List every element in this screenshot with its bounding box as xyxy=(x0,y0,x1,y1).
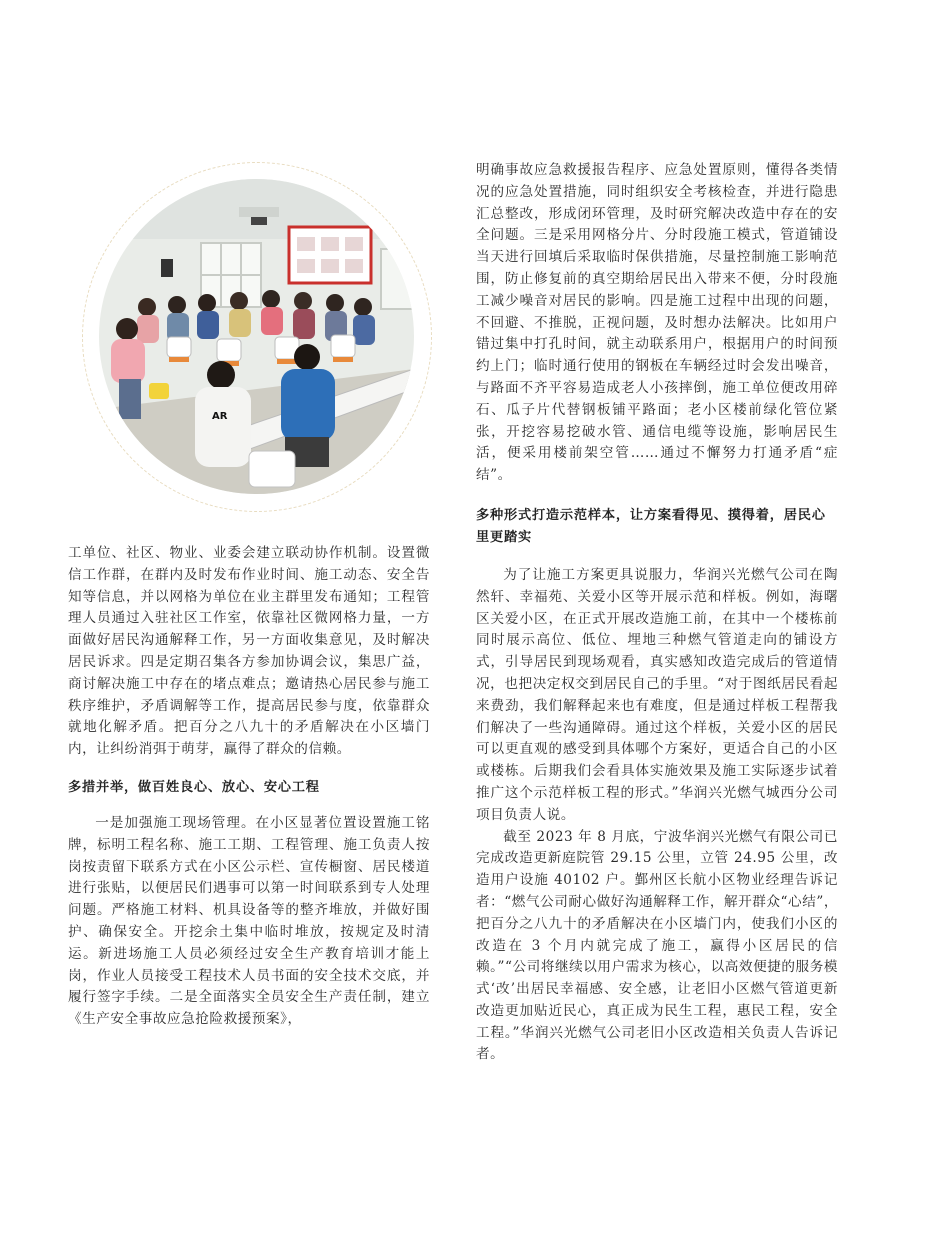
paragraph-continued: 明确事故应急救援报告程序、应急处置原则，懂得各类情况的应急处置措施，同时组织安全考核检查，并进行隐患汇总整改，形成闭环管理，及时研究解决改造中存在的安全问题。三是采用网格分片、分时段施工模式，管道铺设当天进行回填后采取临时保供措施，尽量控制施工影响范围，防止修复前的真空期给居民出入带来不便，分时段施工减少噪音对居民的影响。四是施工过程中出现的问题，不回避、不推脱，正视问题，及时想办法解决。比如用户错过集中打孔时间，就主动联系用户，根据用户的时间预约上门；临时通行使用的钢板在车辆经过时会发出噪音，与路面不齐平容易造成老人小孩摔倒，施工单位便改用碎石、瓜子片代替钢板铺平路面；老小区楼前绿化管位紧张，开挖容易挖破水管、通信电缆等设施，影响居民生活，便采用楼前架空管……通过不懈努力打通矛盾“症结”。 xyxy=(476,162,838,484)
svg-text:AR: AR xyxy=(212,411,228,422)
section-heading: 多措并举，做百姓良心、放心、安心工程 xyxy=(68,779,320,795)
photo-frame xyxy=(82,162,432,512)
paragraph: 截至 2023 年 8 月底，宁波华润兴光燃气有限公司已完成改造更新庭院管 29.15 公里，立管 24.95 公里，改造用户设施 40102 户。鄞州区长航小区物业经理告诉记者：“燃气公司耐心做好沟通解释工作，解开群众“心结”，把百分之八九十的矛盾解决在小区墙门内，使我们小区的改造在 3 个月内就完成了施工，赢得小区居民的信赖。”“公司将继续以用户需求为核心，以高效便捷的服务模式‘改’出居民幸福感、安全感，让老旧小区燃气管道更新改造更加贴近民心，真正成为民生工程，惠民工程，安全工程。”华润兴光燃气公司老旧小区改造相关负责人告诉记者。 xyxy=(476,828,838,1063)
left-column xyxy=(68,543,430,1031)
paragraph: 一是加强施工现场管理。在小区显著位置设置施工铭牌，标明工程名称、施工工期、工程管理、施工负责人按岗按责留下联系方式在小区公示栏、宣传橱窗、居民楼道进行张贴，以便居民们遇事可以第一时间联系到专人处理问题。严格施工材料、机具设备等的整齐堆放，并做好围护、确保安全。开挖余土集中临时堆放，按规定及时清运。新进场施工人员必须经过安全生产教育培训才能上岗，作业人员接受工程技术人员书面的安全技术交底，并履行签字手续。二是全面落实全员安全生产责任制，建立《生产安全事故应急抢险救援预案》， xyxy=(68,814,430,1028)
section-heading: 多种形式打造示范样本，让方案看得见、摸得着，居民心里更踏实 xyxy=(476,507,826,545)
paragraph-intro: 工单位、社区、物业、业委会建立联动协作机制。设置微信工作群，在群内及时发布作业时间、施工动态、安全告知等信息，并以网格为单位在业主群里发布通知；工程管理人员通过入驻社区工作室，依靠社区微网格力量，一方面做好居民沟通解释工作，另一方面收集意见，及时解决居民诉求。四是定期召集各方参加协调会议，集思广益，商讨解决施工中存在的堵点难点；邀请热心居民参与施工秩序维护，矛盾调解等工作，提高居民参与度，依靠群众就地化解矛盾。把百分之八九十的矛盾解决在小区墙门内，让纠纷消弭于萌芽，赢得了群众的信赖。 xyxy=(68,545,430,758)
community-meeting-photo xyxy=(99,179,414,494)
paragraph: 为了让施工方案更具说服力，华润兴光燃气公司在陶然轩、幸福苑、关爱小区等开展示范和样板。例如，海曙区关爱小区，在正式开展改造施工前，在其中一个楼栋前同时展示高位、低位、埋地三种燃气管道走向的铺设方式，引导居民到现场观看，真实感知改造完成后的管道情况，也把决定权交到居民自己的手里。“对于图纸居民看起来费劲，我们解释起来也有难度，但是通过样板工程帮我们解决了一些沟通障碍。通过这个样板，关爱小区的居民可以更直观的感受到具体哪个方案好，更适合自己的小区或楼栋。后期我们会看具体实施效果及施工实际逐步试着推广这个示范样板工程的形式。”华润兴光燃气城西分公司项目负责人说。 xyxy=(476,566,838,823)
right-column xyxy=(476,160,838,1066)
